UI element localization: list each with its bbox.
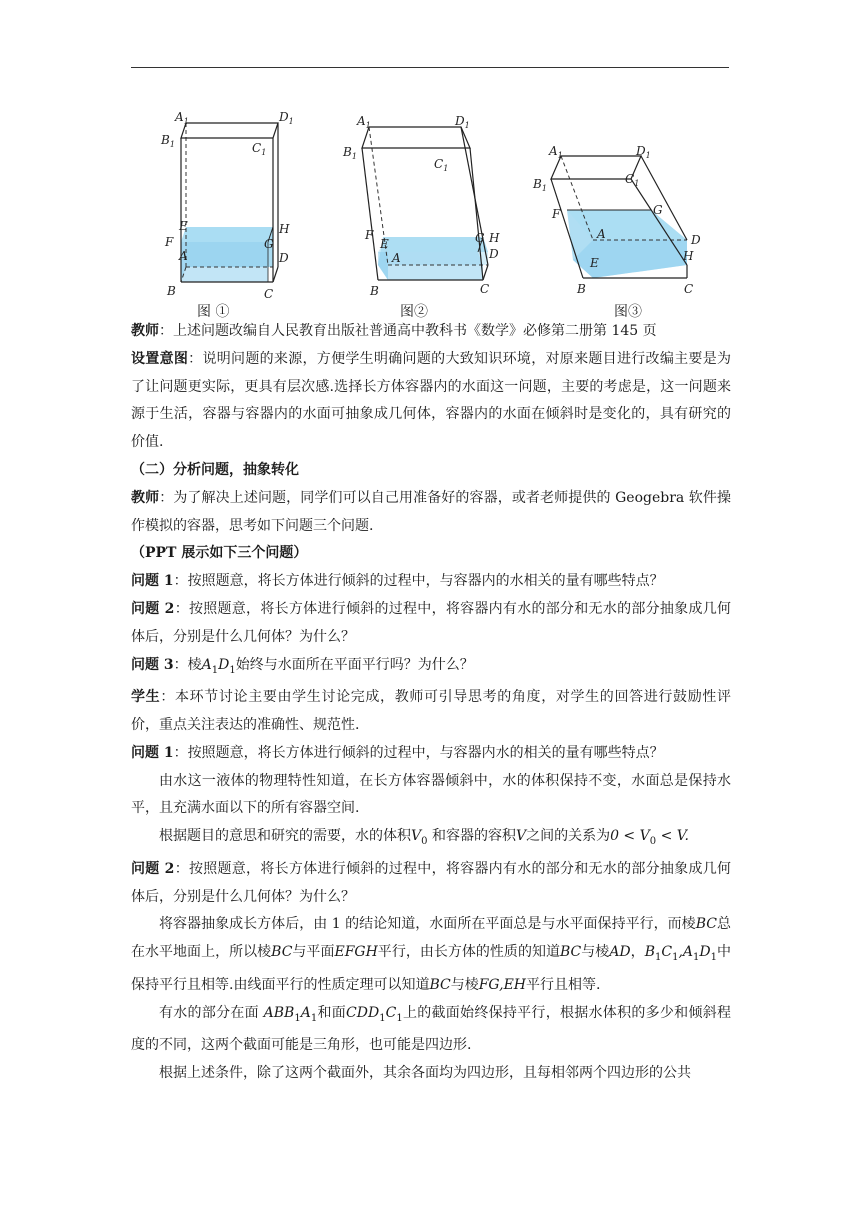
document-body bbox=[131, 318, 731, 1088]
svg-text:E: E bbox=[179, 219, 188, 233]
figure-3-tilted-box bbox=[532, 144, 701, 296]
svg-text:B: B bbox=[167, 284, 176, 298]
svg-text:D: D bbox=[489, 247, 499, 261]
answer-1: 由水这一液体的物理特性知道，在长方体容器倾斜中，水的体积保持不变，水面总是保持水平，且充满水面以下的所有容器空间. bbox=[131, 772, 731, 817]
svg-text:A1: $A_1$ bbox=[175, 110, 189, 126]
svg-text:D1: $D_1$ bbox=[455, 114, 470, 130]
svg-text:H: H bbox=[489, 231, 500, 245]
question-1: 问题 1：按照题意，将长方体进行倾斜的过程中，与容器内的水相关的量有哪些特点？ bbox=[131, 573, 664, 590]
answer-2: 将容器抽象成长方体后，由 1 的结论知道，水面所在平面总是与水平面保持平行，而棱BC总在水平地面上，所以棱BC与平面EFGH平行，由长方体的性质的知道BC与棱AD，$B_1C_1,A_1D_1$中保持平行且相等.由线面平行的性质定理可以知道BC与棱FG,EH平行且相等. bbox=[131, 916, 732, 993]
svg-text:G: G bbox=[653, 203, 663, 217]
svg-text:A1: $A_1$ bbox=[357, 114, 371, 130]
svg-text:B: B bbox=[577, 282, 586, 296]
svg-text:A: A bbox=[597, 227, 606, 241]
figures-panel bbox=[131, 100, 731, 320]
svg-text:C1: $C_1$ bbox=[434, 157, 449, 173]
question-1-repeat: 问题 1：按照题意，将长方体进行倾斜的过程中，与容器内水的相关的量有哪些特点？ bbox=[131, 744, 664, 761]
svg-text:B1: $B_1$ bbox=[533, 177, 547, 193]
answer-volume-relation: 根据题目的意思和研究的需要，水的体积$V_0$ 和容器的容积V之间的关系为$0 < V_0 < V$. bbox=[159, 828, 689, 847]
svg-text:A: A bbox=[179, 249, 188, 263]
svg-text:F: F bbox=[365, 228, 374, 242]
svg-text:B: B bbox=[370, 284, 379, 298]
figure-caption-2: 图② bbox=[400, 304, 428, 320]
paragraph-design-intent: 设置意图：说明问题的来源，方便学生明确问题的大致知识环境，对原来题目进行改编主要是为了让问题更实际，更具有层次感.选择长方体容器内的水面这一问题，主要的考虑是，这一问题来源于生活，容器与容器内的水面可抽象成几何体，容器内的水面在倾斜时是变化的，具有研究的价值. bbox=[131, 350, 731, 451]
figure-1-upright-box bbox=[160, 110, 294, 301]
svg-text:G: G bbox=[475, 231, 485, 245]
paragraph-teacher-source: 教师：上述问题改编自人民教育出版社普通高中教科书《数学》必修第二册第 145 页 bbox=[131, 323, 657, 339]
svg-text:C: C bbox=[480, 282, 490, 296]
svg-text:C: C bbox=[684, 282, 694, 296]
question-3: 问题 3：棱$A_1D_1$始终与水面所在平面平行吗？为什么？ bbox=[131, 656, 474, 676]
figure-2-tilted-box bbox=[342, 114, 500, 298]
answer-4: 根据上述条件，除了这两个截面外，其余各面均为四边形，且每相邻两个四边形的公共 bbox=[159, 1064, 691, 1081]
svg-text:D1: $D_1$ bbox=[636, 144, 651, 160]
svg-text:C: C bbox=[264, 287, 274, 301]
question-2-repeat: 问题 2：按照题意，将长方体进行倾斜的过程中，将容器内有水的部分和无水的部分抽象成几何体后，分别是什么几何体？为什么？ bbox=[131, 860, 731, 905]
paragraph-ppt-note: （PPT 展示如下三个问题） bbox=[131, 545, 308, 562]
svg-text:B1: $B_1$ bbox=[343, 145, 357, 161]
section-heading: （二）分析问题，抽象转化 bbox=[131, 461, 299, 478]
answer-3: 有水的部分在面 $ABB_1A_1$和面$CDD_1C_1$上的截面始终保持平行，根据水体积的多少和倾斜程度的不同，这两个截面可能是三角形，也可能是四边形. bbox=[131, 1004, 732, 1054]
svg-text:H: H bbox=[279, 222, 290, 236]
svg-text:D: D bbox=[279, 251, 289, 265]
paragraph-student: 学生：本环节讨论主要由学生讨论完成，教师可引导思考的角度，对学生的回答进行鼓励性评价，重点关注表达的准确性、规范性. bbox=[131, 689, 732, 733]
svg-text:A1: $A_1$ bbox=[549, 144, 563, 160]
svg-text:D: D bbox=[691, 233, 701, 247]
svg-text:F: F bbox=[165, 235, 174, 249]
svg-text:F: F bbox=[552, 207, 561, 221]
header-rule bbox=[131, 67, 729, 68]
svg-text:A: A bbox=[392, 251, 401, 265]
question-2: 问题 2：按照题意，将长方体进行倾斜的过程中，将容器内有水的部分和无水的部分抽象成几何体后，分别是什么几何体？为什么？ bbox=[131, 600, 731, 645]
svg-text:G: G bbox=[264, 237, 274, 251]
figure-caption-3: 图③ bbox=[614, 304, 642, 320]
svg-text:C1: $C_1$ bbox=[625, 172, 640, 188]
svg-text:B1: $B_1$ bbox=[161, 133, 175, 149]
figure-caption-1: 图 ① bbox=[197, 304, 230, 320]
svg-text:E: E bbox=[380, 237, 389, 251]
svg-text:D1: $D_1$ bbox=[279, 110, 294, 126]
svg-text:E: E bbox=[590, 256, 599, 270]
svg-text:C1: $C_1$ bbox=[252, 141, 267, 157]
svg-text:H: H bbox=[683, 249, 694, 263]
paragraph-teacher-prompt: 教师：为了解决上述问题，同学们可以自己用准备好的容器，或者老师提供的 Geogebra 软件操作模拟的容器，思考如下问题三个问题. bbox=[131, 489, 732, 534]
